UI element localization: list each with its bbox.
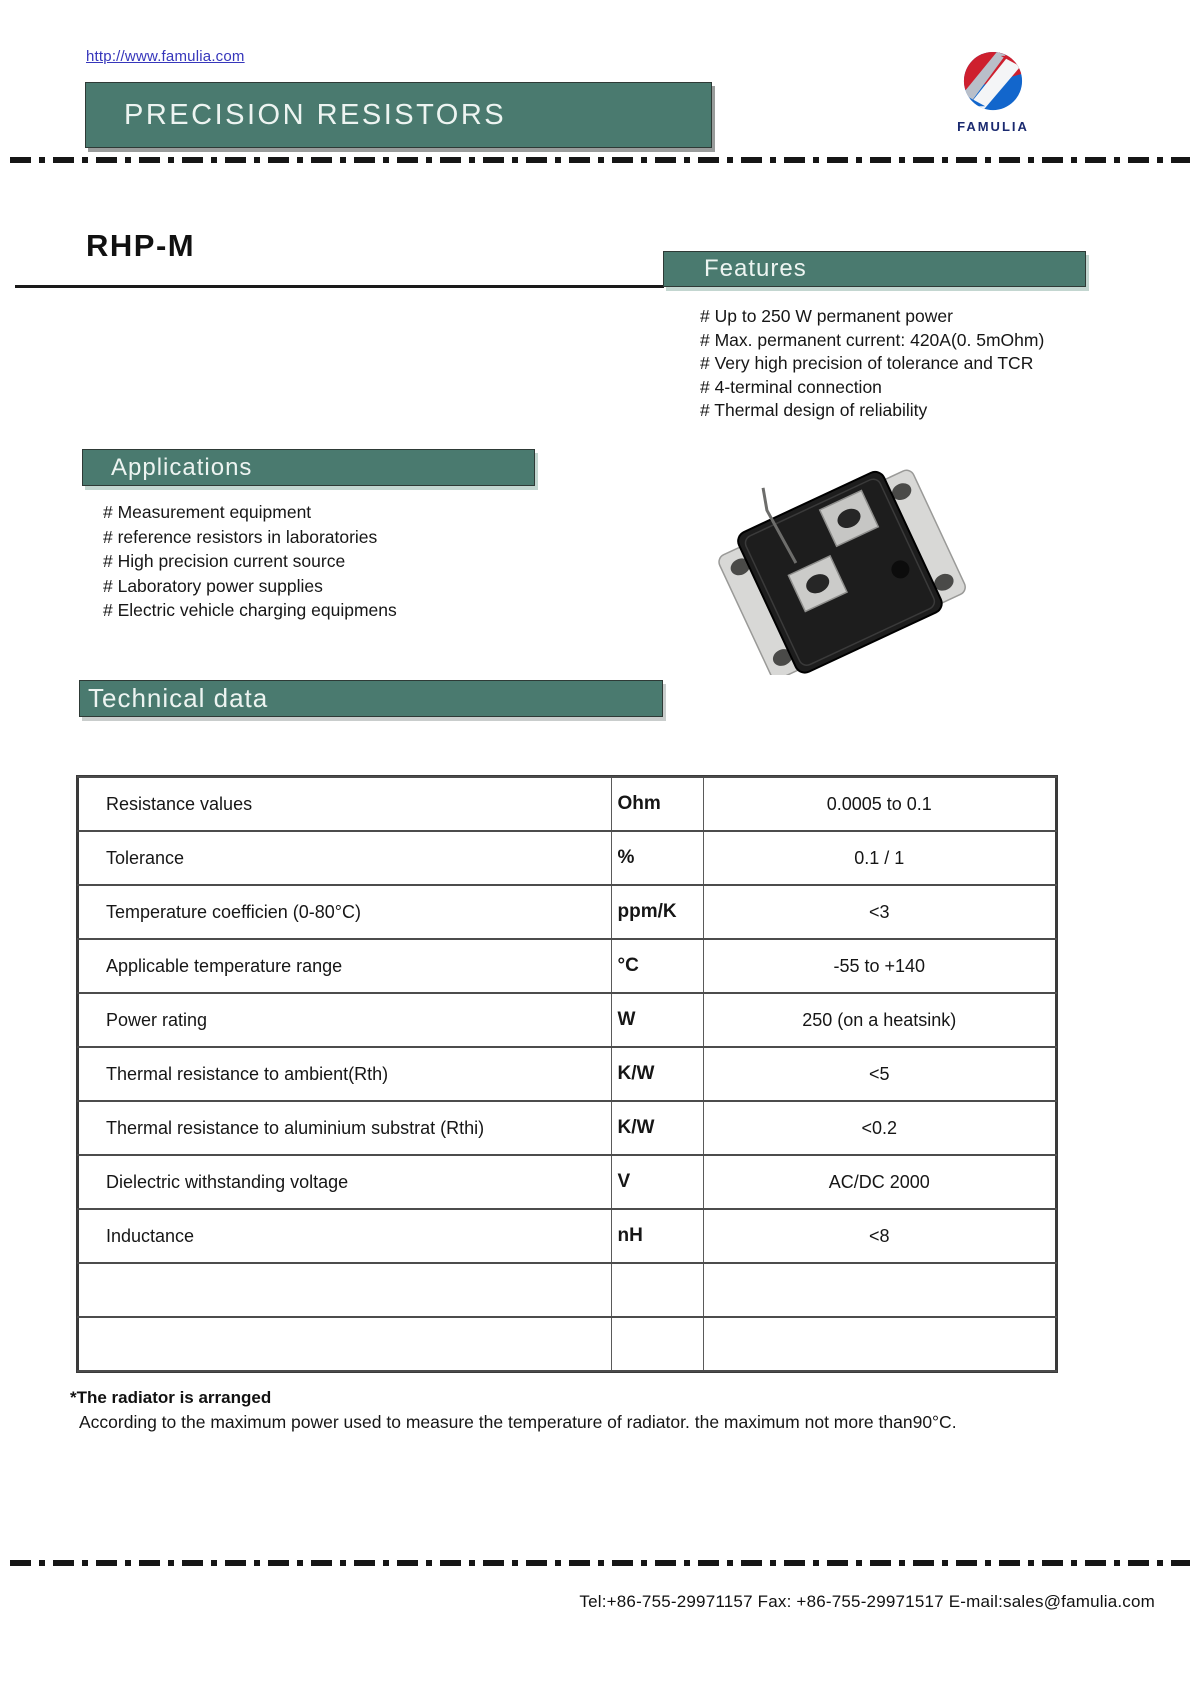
param-cell	[78, 1263, 611, 1317]
footer-contact: Tel:+86-755-29971157 Fax: +86-755-29971517 E-mail:sales@famulia.com	[579, 1592, 1155, 1611]
param-cell: Tolerance	[78, 831, 611, 885]
company-logo	[948, 50, 1038, 134]
features-list	[700, 305, 1044, 423]
features-heading: Features	[704, 255, 807, 282]
unit-cell: °C	[611, 939, 703, 993]
applications-heading: Applications	[111, 453, 253, 481]
table-row	[78, 885, 1056, 939]
application-item: # High precision current source	[103, 551, 346, 571]
top-dash-divider	[10, 157, 1190, 163]
product-photo	[695, 445, 985, 675]
product-title: RHP-M	[86, 228, 196, 263]
table-row	[78, 1101, 1056, 1155]
value-cell	[703, 1263, 1056, 1317]
page-banner	[85, 82, 712, 148]
param-cell: Inductance	[78, 1209, 611, 1263]
features-header	[663, 251, 1086, 287]
unit-cell	[611, 1317, 703, 1371]
logo-wordmark: FAMULIA	[957, 119, 1029, 134]
table-row-empty	[78, 1317, 1056, 1371]
technical-header	[79, 680, 663, 717]
footnote-body: According to the maximum power used to measure the temperature of radiator. the maximum not more than90°C.	[79, 1412, 957, 1432]
technical-heading: Technical data	[88, 683, 269, 713]
param-cell: Thermal resistance to aluminium substrat (Rthi)	[78, 1101, 611, 1155]
value-cell: <8	[703, 1209, 1056, 1263]
application-item: # Electric vehicle charging equipmens	[103, 600, 397, 620]
value-cell: 250 (on a heatsink)	[703, 993, 1056, 1047]
param-cell: Dielectric withstanding voltage	[78, 1155, 611, 1209]
param-cell	[78, 1317, 611, 1371]
table-row	[78, 939, 1056, 993]
param-cell: Temperature coefficien (0-80°C)	[78, 885, 611, 939]
unit-cell: %	[611, 831, 703, 885]
table-row	[78, 993, 1056, 1047]
unit-cell: W	[611, 993, 703, 1047]
feature-item: # Thermal design of reliability	[700, 400, 928, 420]
param-cell: Applicable temperature range	[78, 939, 611, 993]
applications-header	[82, 449, 535, 486]
table-row	[78, 1047, 1056, 1101]
website-link[interactable]: http://www.famulia.com	[86, 48, 245, 65]
feature-item: # Up to 250 W permanent power	[700, 306, 953, 326]
value-cell: <0.2	[703, 1101, 1056, 1155]
footnote-title: *The radiator is arranged	[70, 1388, 272, 1407]
param-cell: Power rating	[78, 993, 611, 1047]
value-cell: <5	[703, 1047, 1056, 1101]
page-banner-title: PRECISION RESISTORS	[124, 98, 507, 131]
unit-cell: ppm/K	[611, 885, 703, 939]
application-item: # Laboratory power supplies	[103, 575, 323, 596]
value-cell: <3	[703, 885, 1056, 939]
unit-cell: K/W	[611, 1047, 703, 1101]
table-row	[78, 831, 1056, 885]
feature-item: # Very high precision of tolerance and TCR	[700, 353, 1034, 373]
value-cell: -55 to +140	[703, 939, 1056, 993]
title-underline	[15, 285, 664, 288]
unit-cell: V	[611, 1155, 703, 1209]
value-cell: 0.1 / 1	[703, 831, 1056, 885]
feature-item: # Max. permanent current: 420A(0. 5mOhm)	[700, 329, 1045, 350]
application-item: # reference resistors in laboratories	[103, 526, 378, 547]
technical-data-table	[77, 776, 1057, 1372]
applications-list	[103, 500, 397, 623]
value-cell: 0.0005 to 0.1	[703, 777, 1056, 831]
value-cell	[703, 1317, 1056, 1371]
table-row	[78, 777, 1056, 831]
table-row	[78, 1209, 1056, 1263]
unit-cell	[611, 1263, 703, 1317]
bottom-dash-divider	[10, 1560, 1190, 1566]
table-row	[78, 1155, 1056, 1209]
value-cell: AC/DC 2000	[703, 1155, 1056, 1209]
famulia-logo-icon	[962, 50, 1024, 112]
unit-cell: Ohm	[611, 777, 703, 831]
param-cell: Thermal resistance to ambient(Rth)	[78, 1047, 611, 1101]
feature-item: # 4-terminal connection	[700, 376, 882, 397]
table-row-empty	[78, 1263, 1056, 1317]
param-cell: Resistance values	[78, 777, 611, 831]
application-item: # Measurement equipment	[103, 502, 312, 522]
unit-cell: nH	[611, 1209, 703, 1263]
unit-cell: K/W	[611, 1101, 703, 1155]
